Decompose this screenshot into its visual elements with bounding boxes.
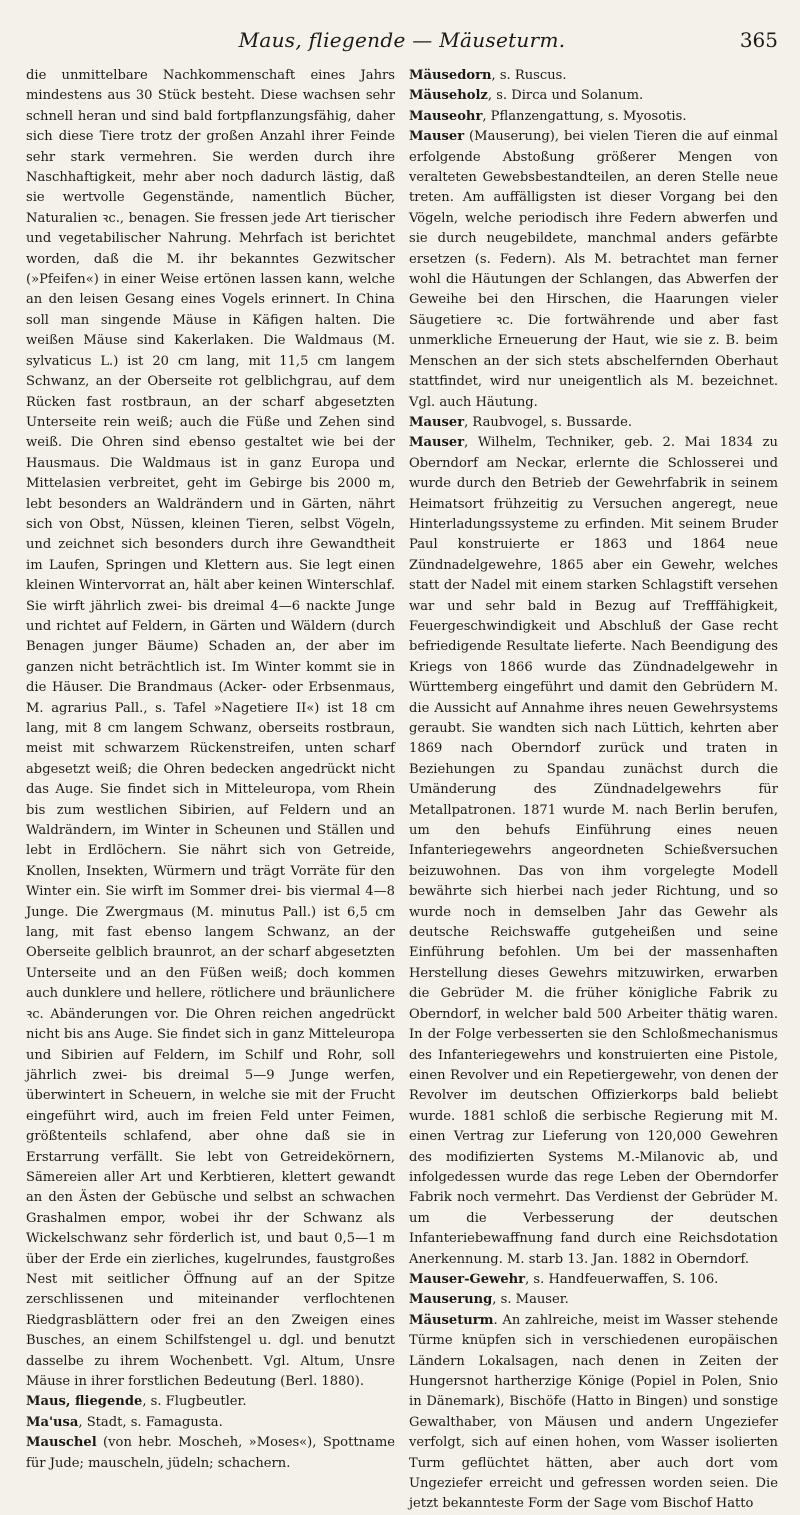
entry-text: , s. Mauser. bbox=[492, 1292, 569, 1308]
entry-text: , s. Dirca und Solanum. bbox=[487, 88, 644, 104]
entry-mauser-wilhelm bbox=[409, 433, 778, 1270]
headword: Mäuseturm bbox=[409, 1312, 494, 1328]
entry-mauser bbox=[409, 127, 778, 413]
entry-text: , Stadt, s. Famagusta. bbox=[78, 1414, 223, 1430]
entry-text: (von hebr. Moscheh, »Moses«), Spottname für Jude; mauscheln, jüdeln; schachern. bbox=[26, 1435, 395, 1471]
entry-mauserung bbox=[409, 1290, 778, 1310]
headword: Mauser bbox=[409, 435, 465, 451]
right-column bbox=[409, 66, 778, 1515]
headword: Mauser-Gewehr bbox=[409, 1271, 526, 1287]
left-column bbox=[26, 66, 395, 1515]
headword: Mäuseholz bbox=[409, 88, 488, 104]
entry-mauseohr bbox=[409, 107, 778, 127]
body-paragraph: die unmittelbare Nachkommenschaft eines Jahrs mindestens aus 30 Stück besteht. Diese wachsen sehr schnell heran und sind bald fortpflanzungsfähig, daher sich diese Tiere trotz der großen Anzahl ihrer Feinde sehr stark vermehren. Sie werden durch ihre Naschhaftigkeit, mehr aber noch dadurch lästig, daß sie wertvolle Gegenstände, namentlich Bücher, Naturalien ꝛc., benagen. Sie fressen jede Art tierischer und vegetabilischer Nahrung. Mehrfach ist berichtet worden, daß die M. ihr bekanntes Gezwitscher (»Pfeifen«) in einer Weise ertönen lassen kann, welche an den leisen Gesang eines Vogels erinnert. In China soll man singende Mäuse in Käfigen halten. Die weißen Mäuse sind Kakerlaken. Die Waldmaus (M. sylvaticus L.) ist 20 cm lang, mit 11,5 cm langem Schwanz, an der Oberseite rot gelblichgrau, auf dem Rücken fast rostbraun, an der scharf abgesetzten Unterseite rein weiß; auch die Füße und Zehen sind weiß. Die Ohren sind ebenso gestaltet wie bei der Hausmaus. Die Waldmaus ist in ganz Europa und Mittelasien verbreitet, geht im Gebirge bis 2000 m, lebt besonders an Waldrändern und in Gärten, nährt sich von Obst, Nüssen, kleinen Tieren, selbst Vögeln, und zeichnet sich besonders durch ihre Gewandtheit im Laufen, Springen und Klettern aus. Sie legt einen kleinen Wintervorrat an, hält aber keinen Winterschlaf. Sie wirft jährlich zwei- bis dreimal 4—6 nackte Junge und richtet auf Feldern, in Gärten und Wäldern (durch Benagen junger Bäume) Schaden an, der aber im ganzen nicht beträchtlich ist. Im Winter kommt sie in die Häuser. Die Brandmaus (Acker- oder Erbsenmaus, M. agrarius Pall., s. Tafel »Nagetiere II«) ist 18 cm lang, mit 8 cm langem Schwanz, oberseits rostbraun, meist mit schwarzem Rückenstreifen, unten scharf abgesetzt weiß; die Ohren bedecken angedrückt nicht das Auge. Sie findet sich in Mitteleuropa, vom Rhein bis zum westlichen Sibirien, auf Feldern und an Waldrändern, im Winter in Scheunen und Ställen und lebt in Erdlöchern. Sie nährt sich von Getreide, Knollen, Insekten, Würmern und trägt Vorräte für den Winter ein. Sie wirft im Sommer drei- bis viermal 4—8 Junge. Die Zwergmaus (M. minutus Pall.) ist 6,5 cm lang, mit fast ebenso langem Schwanz, an der Oberseite gelblich braunrot, an der scharf abgesetzten Unterseite und an den Füßen weiß; doch kommen auch dunklere und hellere, rötlichere und bräunlichere ꝛc. Abänderungen vor. Die Ohren reichen angedrückt nicht bis ans Auge. Sie findet sich in ganz Mitteleuropa und Sibirien auf Feldern, im Schilf und Rohr, soll jährlich zwei- bis dreimal 5—9 Junge werfen, überwintert in Scheuern, in welche sie mit der Frucht eingeführt wird, auch im freien Feld unter Feimen, größtenteils schlafend, aber ohne daß sie in Erstarrung verfällt. Sie lebt von Getreidekörnern, Sämereien aller Art und Kerbtieren, klettert gewandt an den Ästen der Gebüsche und selbst an schwachen Grashalmen empor, wobei ihr der Schwanz als Wickelschwanz sehr förderlich ist, und baut 0,5—1 m über der Erde ein zierliches, kugelrundes, faustgroßes Nest mit seitlicher Öffnung auf an der Spitze zerschlissenen und miteinander verflochtenen Riedgrasblättern oder frei an den Zweigen eines Busches, an einem Schilfstengel u. dgl. und benutzt dasselbe zu ihrem Wochenbett. Vgl. Altum, Unsre Mäuse in ihrer forstlichen Bedeutung (Berl. 1880). bbox=[26, 68, 395, 1389]
entry-text: , s. Flugbeutler. bbox=[142, 1394, 247, 1410]
entry-mauseholz bbox=[409, 86, 778, 106]
page-number: 365 bbox=[739, 28, 778, 52]
headword: Mauschel bbox=[26, 1435, 97, 1451]
headword: Maus, fliegende bbox=[26, 1394, 143, 1410]
text-columns bbox=[26, 66, 778, 1515]
headword: Ma'usa bbox=[26, 1414, 79, 1430]
headword: Mauserung bbox=[409, 1292, 493, 1308]
entry-text: , Raubvogel, s. Bussarde. bbox=[464, 414, 633, 430]
entry-maus-fliegende bbox=[26, 1392, 395, 1412]
entry-text: . An zahlreiche, meist im Wasser stehende Türme knüpfen sich in verschiedenen europäischen Ländern Lokalsagen, nach denen in Zeiten der Hungersnot hartherzige Könige (Popiel in Polen, Snio in Dänemark), Bischöfe (Hatto in Bingen) und sonstige Gewalthaber, von Mäusen und andern Ungeziefer verfolgt, sich auf einen hohen, vom Wasser isolierten Turm geflüchtet hätten, aber auch dort vom Ungeziefer erreicht und gefressen worden seien. Die jetzt bekannteste Form der Sage vom Bischof Hatto bbox=[409, 1312, 778, 1512]
headword: Mäusedorn bbox=[409, 68, 492, 83]
entry-mauser-raubvogel bbox=[409, 413, 778, 433]
entry-text: , s. Ruscus. bbox=[491, 68, 567, 83]
headword: Mauseohr bbox=[409, 108, 483, 124]
entry-text: , Pflanzengattung, s. Myosotis. bbox=[482, 108, 687, 124]
entry-mausedorn bbox=[409, 66, 778, 86]
headword: Mauser bbox=[409, 414, 465, 430]
entry-mauser-gewehr bbox=[409, 1270, 778, 1290]
entry-text: , Wilhelm, Techniker, geb. 2. Mai 1834 zu Oberndorf am Neckar, erlernte die Schlosserei und wurde durch den Betrieb der Gewehrfabrik in seinem Heimatsort frühzeitig zu Versuchen angeregt, neue Hinterladungssysteme zu erfinden. Mit seinem Bruder Paul konstruierte er 1863 und 1864 neue Zündnadelgewehre, 1865 aber ein Gewehr, welches statt der Nadel mit einem starken Schlagstift versehen war und sehr bald in Bezug auf Trefffähigkeit, Feuergeschwindigkeit und Abschluß der Gase recht befriedigende Resultate lieferte. Nach Beendigung des Kriegs von 1866 wurde das Zündnadelgewehr in Württemberg eingeführt und damit den Gebrüdern M. die Aussicht auf Annahme ihres neuen Gewehrsystems geraubt. Sie wandten sich nach Lüttich, kehrten aber 1869 nach Oberndorf zurück und traten in Beziehungen zu Spandau zunächst durch die Umänderung des Zündnadelgewehrs für Metallpatronen. 1871 wurde M. nach Berlin berufen, um den behufs Einführung eines neuen Infanteriegewehrs angeordneten Schießversuchen beizuwohnen. Das von ihm vorgelegte Modell bewährte sich hierbei nach jeder Richtung, und so wurde noch in demselben Jahr das Gewehr als deutsche Reichswaffe gutgeheißen und seine Einführung befohlen. Um bei der massenhaften Herstellung dieses Gewehrs mitzuwirken, erwarben die Gebrüder M. die früher königliche Fabrik zu Oberndorf, in welcher bald 500 Arbeiter thätig waren. In der Folge verbesserten sie den Schloßmechanismus des Infanteriegewehrs und konstruierten eine Pistole, einen Revolver und ein Repetiergewehr, von denen der Revolver im deutschen Offizierkorps bald beliebt wurde. 1881 schloß die serbische Regierung mit M. einen Vertrag zur Lieferung von 120,000 Gewehren des modifizierten Systems M.-Milanovic ab, und infolgedessen wurde das rege Leben der Oberndorfer Fabrik noch vermehrt. Das Verdienst der Gebrüder M. um die Verbesserung der deutschen Infanteriebewaffnung fand durch eine Reichsdotation Anerkennung. M. starb 13. Jan. 1882 in Oberndorf. bbox=[409, 435, 778, 1267]
headword: Mauser bbox=[409, 129, 465, 145]
entry-text: (Mauserung), bei vielen Tieren die auf einmal erfolgende Abstoßung größerer Mengen von veralteten Gewebsbestandteilen, an deren Stelle neue treten. Am auffälligsten ist dieser Vorgang bei den Vögeln, welche periodisch ihre Federn abwerfen und sie durch neugebildete, manchmal anders gefärbte ersetzen (s. Federn). Als M. betrachtet man ferner wohl die Häutungen der Schlangen, das Abwerfen der Geweihe bei den Hirschen, die Haarungen vieler Säugetiere ꝛc. Die fortwährende und aber fast unmerkliche Erneuerung der Haut, wie sie z. B. beim Menschen an der sich stets abschelfernden Oberhaut stattfindet, wird nur uneigentlich als M. bezeichnet. Vgl. auch Häutung. bbox=[409, 129, 778, 410]
page-header bbox=[26, 28, 778, 54]
running-title: Maus, fliegende — Mäuseturm. bbox=[238, 28, 566, 52]
entry-mausa bbox=[26, 1413, 395, 1433]
entry-mauseturm bbox=[409, 1311, 778, 1515]
entry-text: , s. Handfeuerwaffen, S. 106. bbox=[525, 1271, 719, 1287]
entry-mauschel bbox=[26, 1433, 395, 1474]
